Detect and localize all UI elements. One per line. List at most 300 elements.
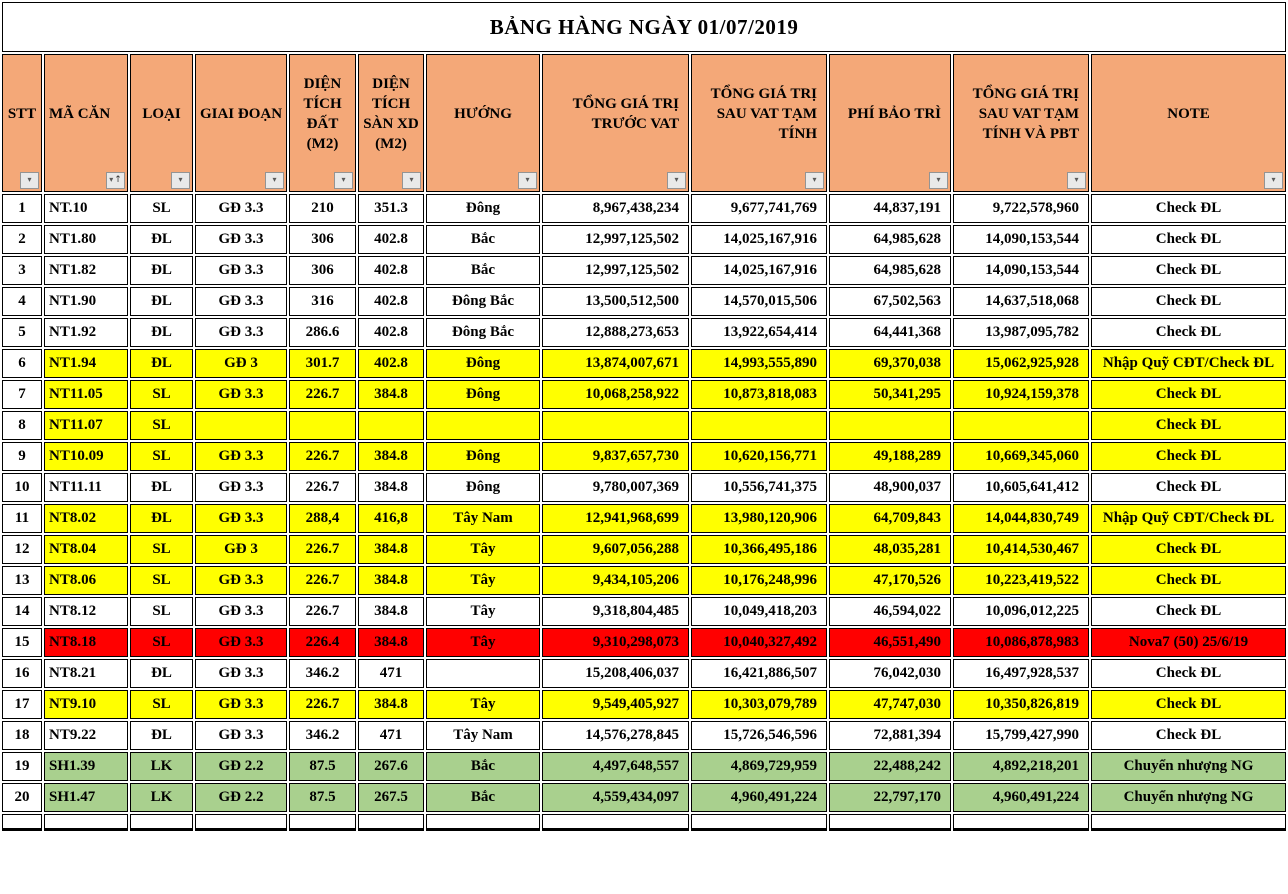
cell-pbt[interactable]: 64,441,368 (829, 318, 951, 347)
cell-stt[interactable]: 16 (2, 659, 42, 688)
cell-note[interactable]: Check ĐL (1091, 442, 1286, 471)
column-header-label: TỔNG GIÁ TRỊ SAU VAT TẠM TÍNH (710, 85, 817, 143)
cell-sau_vat[interactable]: 4,960,491,224 (691, 783, 827, 812)
cell-dt_san[interactable]: 402.8 (358, 318, 424, 347)
cell-ma_can[interactable]: NT1.80 (44, 225, 128, 254)
cell-sau_vat_pbt[interactable]: 10,096,012,225 (953, 597, 1089, 626)
filter-dropdown-icon[interactable]: ▾ (171, 172, 190, 189)
cell-pbt[interactable]: 64,985,628 (829, 256, 951, 285)
cell-loai[interactable]: SL (130, 566, 193, 595)
cell-sau_vat_pbt[interactable]: 14,090,153,544 (953, 225, 1089, 254)
cell-sau_vat[interactable] (691, 411, 827, 440)
cell-dt_san[interactable]: 384.8 (358, 535, 424, 564)
cell-dt_san[interactable]: 402.8 (358, 225, 424, 254)
cell-loai[interactable]: ĐL (130, 473, 193, 502)
cell-huong[interactable] (426, 659, 540, 688)
cell-dt_san[interactable]: 384.8 (358, 442, 424, 471)
table-row (2, 442, 1286, 471)
column-header-label: MÃ CĂN (49, 105, 111, 122)
cell-sau_vat[interactable]: 10,049,418,203 (691, 597, 827, 626)
cell-huong[interactable]: Tây (426, 566, 540, 595)
filter-dropdown-icon[interactable]: ▾ (1264, 172, 1283, 189)
cell-ma_can[interactable]: NT1.90 (44, 287, 128, 316)
cell-dt_dat[interactable]: 226.7 (289, 597, 356, 626)
cell-sau_vat_pbt[interactable]: 14,637,518,068 (953, 287, 1089, 316)
cell-sau_vat_pbt[interactable]: 10,605,641,412 (953, 473, 1089, 502)
cell-giai_doan[interactable]: GĐ 3.3 (195, 566, 287, 595)
cell-pbt[interactable]: 50,341,295 (829, 380, 951, 409)
column-header-pbt[interactable] (829, 54, 951, 192)
cell-truoc_vat[interactable] (542, 411, 689, 440)
cell-sau_vat[interactable]: 10,556,741,375 (691, 473, 827, 502)
cell-sau_vat_pbt[interactable]: 4,960,491,224 (953, 783, 1089, 812)
cell-stt[interactable]: 7 (2, 380, 42, 409)
cell-sau_vat[interactable]: 14,570,015,506 (691, 287, 827, 316)
cell-sau_vat[interactable]: 16,421,886,507 (691, 659, 827, 688)
column-header-loai[interactable] (130, 54, 193, 192)
empty-cell[interactable] (1091, 814, 1286, 831)
cell-ma_can[interactable]: NT11.07 (44, 411, 128, 440)
cell-sau_vat[interactable]: 14,025,167,916 (691, 256, 827, 285)
cell-note[interactable]: Check ĐL (1091, 225, 1286, 254)
cell-dt_dat[interactable]: 226.7 (289, 566, 356, 595)
cell-dt_dat[interactable]: 346.2 (289, 659, 356, 688)
table-row (2, 349, 1286, 378)
cell-truoc_vat[interactable]: 8,967,438,234 (542, 194, 689, 223)
cell-dt_san[interactable]: 267.6 (358, 752, 424, 781)
cell-pbt[interactable]: 44,837,191 (829, 194, 951, 223)
cell-sau_vat[interactable]: 10,176,248,996 (691, 566, 827, 595)
filter-dropdown-icon[interactable]: ▾ (667, 172, 686, 189)
cell-stt[interactable]: 4 (2, 287, 42, 316)
cell-huong[interactable]: Đông (426, 380, 540, 409)
cell-giai_doan[interactable]: GĐ 3.3 (195, 318, 287, 347)
cell-dt_dat[interactable]: 301.7 (289, 349, 356, 378)
cell-truoc_vat[interactable]: 10,068,258,922 (542, 380, 689, 409)
cell-giai_doan[interactable]: GĐ 3.3 (195, 442, 287, 471)
cell-ma_can[interactable]: NT11.11 (44, 473, 128, 502)
cell-sau_vat_pbt[interactable]: 14,090,153,544 (953, 256, 1089, 285)
cell-note[interactable]: Check ĐL (1091, 597, 1286, 626)
cell-dt_san[interactable]: 402.8 (358, 349, 424, 378)
column-header-label: DIỆN TÍCH ĐẤT (M2) (303, 75, 342, 153)
title-row (2, 2, 1286, 52)
cell-note[interactable]: Nova7 (50) 25/6/19 (1091, 628, 1286, 657)
table-row (2, 380, 1286, 409)
cell-huong[interactable]: Đông (426, 194, 540, 223)
cell-note[interactable]: Check ĐL (1091, 318, 1286, 347)
cell-note[interactable]: Chuyển nhượng NG (1091, 783, 1286, 812)
cell-note[interactable]: Check ĐL (1091, 690, 1286, 719)
cell-huong[interactable]: Tây Nam (426, 721, 540, 750)
cell-dt_san[interactable]: 384.8 (358, 597, 424, 626)
filter-sorted-dropdown-icon[interactable]: ▾↑ (106, 172, 125, 189)
cell-stt[interactable]: 8 (2, 411, 42, 440)
cell-truoc_vat[interactable]: 4,559,434,097 (542, 783, 689, 812)
cell-note[interactable]: Check ĐL (1091, 659, 1286, 688)
cell-huong[interactable]: Đông (426, 442, 540, 471)
cell-dt_san[interactable]: 402.8 (358, 287, 424, 316)
cell-loai[interactable]: ĐL (130, 225, 193, 254)
column-header-stt[interactable] (2, 54, 42, 192)
cell-loai[interactable]: ĐL (130, 287, 193, 316)
cell-giai_doan[interactable]: GĐ 3.3 (195, 504, 287, 533)
cell-sau_vat[interactable]: 10,366,495,186 (691, 535, 827, 564)
filter-dropdown-icon[interactable]: ▾ (20, 172, 39, 189)
cell-sau_vat_pbt[interactable]: 4,892,218,201 (953, 752, 1089, 781)
cell-stt[interactable]: 20 (2, 783, 42, 812)
cell-ma_can[interactable]: SH1.47 (44, 783, 128, 812)
cell-note[interactable]: Check ĐL (1091, 721, 1286, 750)
column-header-label: LOẠI (142, 105, 181, 122)
cell-sau_vat_pbt[interactable]: 10,924,159,378 (953, 380, 1089, 409)
cell-stt[interactable]: 5 (2, 318, 42, 347)
cell-ma_can[interactable]: NT1.82 (44, 256, 128, 285)
cell-loai[interactable]: SL (130, 194, 193, 223)
cell-note[interactable]: Nhập Quỹ CĐT/Check ĐL (1091, 349, 1286, 378)
cell-dt_dat[interactable]: 226.4 (289, 628, 356, 657)
cell-sau_vat[interactable]: 4,869,729,959 (691, 752, 827, 781)
cell-note[interactable]: Check ĐL (1091, 256, 1286, 285)
cell-note[interactable]: Nhập Quỹ CĐT/Check ĐL (1091, 504, 1286, 533)
cell-truoc_vat[interactable]: 12,997,125,502 (542, 256, 689, 285)
cell-giai_doan[interactable]: GĐ 3.3 (195, 721, 287, 750)
cell-huong[interactable]: Tây (426, 535, 540, 564)
empty-cell[interactable] (829, 814, 951, 831)
table-row (2, 690, 1286, 719)
cell-note[interactable]: Check ĐL (1091, 287, 1286, 316)
cell-stt[interactable]: 12 (2, 535, 42, 564)
column-header-label: TỔNG GIÁ TRỊ TRƯỚC VAT (572, 95, 679, 132)
cell-dt_dat[interactable]: 226.7 (289, 690, 356, 719)
cell-ma_can[interactable]: NT9.22 (44, 721, 128, 750)
cell-dt_san[interactable]: 384.8 (358, 473, 424, 502)
cell-stt[interactable]: 19 (2, 752, 42, 781)
cell-ma_can[interactable]: NT11.05 (44, 380, 128, 409)
table-row (2, 473, 1286, 502)
cell-stt[interactable]: 10 (2, 473, 42, 502)
cell-truoc_vat[interactable]: 9,310,298,073 (542, 628, 689, 657)
cell-sau_vat_pbt[interactable]: 15,799,427,990 (953, 721, 1089, 750)
cell-giai_doan[interactable]: GĐ 3.3 (195, 380, 287, 409)
cell-loai[interactable]: ĐL (130, 318, 193, 347)
cell-giai_doan[interactable]: GĐ 3.3 (195, 256, 287, 285)
empty-cell[interactable] (195, 814, 287, 831)
cell-note[interactable]: Check ĐL (1091, 473, 1286, 502)
empty-cell[interactable] (44, 814, 128, 831)
cell-sau_vat[interactable]: 14,025,167,916 (691, 225, 827, 254)
cell-pbt[interactable]: 46,594,022 (829, 597, 951, 626)
cell-pbt[interactable]: 22,797,170 (829, 783, 951, 812)
cell-stt[interactable]: 6 (2, 349, 42, 378)
cell-sau_vat_pbt[interactable]: 16,497,928,537 (953, 659, 1089, 688)
empty-cell[interactable] (426, 814, 540, 831)
cell-dt_san[interactable]: 416,8 (358, 504, 424, 533)
cell-dt_san[interactable]: 384.8 (358, 566, 424, 595)
cell-pbt[interactable]: 46,551,490 (829, 628, 951, 657)
cell-truoc_vat[interactable]: 9,837,657,730 (542, 442, 689, 471)
cell-sau_vat[interactable]: 10,040,327,492 (691, 628, 827, 657)
cell-giai_doan[interactable]: GĐ 3.3 (195, 628, 287, 657)
cell-giai_doan[interactable]: GĐ 3.3 (195, 659, 287, 688)
cell-sau_vat[interactable]: 15,726,546,596 (691, 721, 827, 750)
cell-ma_can[interactable]: NT8.12 (44, 597, 128, 626)
table-row (2, 504, 1286, 533)
cell-stt[interactable]: 14 (2, 597, 42, 626)
cell-ma_can[interactable]: NT8.02 (44, 504, 128, 533)
column-header-sau_vat_pbt[interactable] (953, 54, 1089, 192)
cell-giai_doan[interactable]: GĐ 3.3 (195, 194, 287, 223)
cell-note[interactable]: Check ĐL (1091, 566, 1286, 595)
filter-dropdown-icon[interactable]: ▾ (929, 172, 948, 189)
cell-ma_can[interactable]: NT8.04 (44, 535, 128, 564)
cell-dt_san[interactable]: 384.8 (358, 628, 424, 657)
cell-ma_can[interactable]: NT8.18 (44, 628, 128, 657)
cell-dt_dat[interactable]: 226.7 (289, 473, 356, 502)
cell-loai[interactable]: SL (130, 535, 193, 564)
cell-giai_doan[interactable]: GĐ 3 (195, 349, 287, 378)
cell-huong[interactable]: Đông (426, 349, 540, 378)
cell-huong[interactable]: Bắc (426, 783, 540, 812)
cell-sau_vat_pbt[interactable]: 10,350,826,819 (953, 690, 1089, 719)
cell-ma_can[interactable]: NT8.21 (44, 659, 128, 688)
cell-stt[interactable]: 17 (2, 690, 42, 719)
cell-dt_dat[interactable]: 226.7 (289, 380, 356, 409)
cell-dt_dat[interactable]: 87.5 (289, 783, 356, 812)
cell-sau_vat_pbt[interactable]: 10,414,530,467 (953, 535, 1089, 564)
cell-pbt[interactable]: 47,170,526 (829, 566, 951, 595)
cell-sau_vat_pbt[interactable] (953, 411, 1089, 440)
column-header-giai_doan[interactable] (195, 54, 287, 192)
cell-dt_dat[interactable]: 226.7 (289, 535, 356, 564)
cell-dt_san[interactable]: 471 (358, 659, 424, 688)
cell-dt_dat[interactable]: 288,4 (289, 504, 356, 533)
cell-huong[interactable]: Tây Nam (426, 504, 540, 533)
cell-giai_doan[interactable]: GĐ 2.2 (195, 783, 287, 812)
empty-cell[interactable] (2, 814, 42, 831)
cell-giai_doan[interactable]: GĐ 2.2 (195, 752, 287, 781)
cell-dt_san[interactable]: 402.8 (358, 256, 424, 285)
cell-huong[interactable]: Bắc (426, 752, 540, 781)
column-header-ma_can[interactable] (44, 54, 128, 192)
column-header-dt_dat[interactable] (289, 54, 356, 192)
cell-giai_doan[interactable]: GĐ 3.3 (195, 225, 287, 254)
cell-dt_dat[interactable]: 87.5 (289, 752, 356, 781)
page-title: BẢNG HÀNG NGÀY 01/07/2019 (2, 2, 1286, 52)
empty-cell[interactable] (358, 814, 424, 831)
cell-dt_san[interactable]: 384.8 (358, 690, 424, 719)
cell-dt_san[interactable]: 384.8 (358, 380, 424, 409)
column-header-dt_san[interactable] (358, 54, 424, 192)
cell-truoc_vat[interactable]: 13,874,007,671 (542, 349, 689, 378)
cell-sau_vat[interactable]: 10,873,818,083 (691, 380, 827, 409)
cell-dt_san[interactable]: 267.5 (358, 783, 424, 812)
empty-cell[interactable] (542, 814, 689, 831)
cell-huong[interactable] (426, 411, 540, 440)
column-header-truoc_vat[interactable] (542, 54, 689, 192)
cell-truoc_vat[interactable]: 15,208,406,037 (542, 659, 689, 688)
cell-sau_vat_pbt[interactable]: 10,223,419,522 (953, 566, 1089, 595)
cell-sau_vat[interactable]: 10,620,156,771 (691, 442, 827, 471)
cell-dt_dat[interactable]: 286.6 (289, 318, 356, 347)
cell-pbt[interactable]: 67,502,563 (829, 287, 951, 316)
cell-pbt[interactable]: 64,985,628 (829, 225, 951, 254)
cell-sau_vat_pbt[interactable]: 15,062,925,928 (953, 349, 1089, 378)
cell-pbt[interactable]: 47,747,030 (829, 690, 951, 719)
cell-ma_can[interactable]: SH1.39 (44, 752, 128, 781)
column-header-sau_vat[interactable] (691, 54, 827, 192)
cell-stt[interactable]: 18 (2, 721, 42, 750)
column-header-label: STT (7, 105, 37, 122)
cell-pbt[interactable]: 48,035,281 (829, 535, 951, 564)
cell-sau_vat[interactable]: 13,980,120,906 (691, 504, 827, 533)
cell-truoc_vat[interactable]: 9,318,804,485 (542, 597, 689, 626)
filter-dropdown-icon[interactable]: ▾ (518, 172, 537, 189)
cell-loai[interactable]: SL (130, 597, 193, 626)
cell-pbt[interactable]: 48,900,037 (829, 473, 951, 502)
cell-stt[interactable]: 15 (2, 628, 42, 657)
cell-note[interactable]: Chuyển nhượng NG (1091, 752, 1286, 781)
cell-ma_can[interactable]: NT8.06 (44, 566, 128, 595)
cell-giai_doan[interactable]: GĐ 3 (195, 535, 287, 564)
cell-stt[interactable]: 2 (2, 225, 42, 254)
table-row (2, 752, 1286, 781)
cell-huong[interactable]: Tây (426, 690, 540, 719)
cell-loai[interactable]: ĐL (130, 659, 193, 688)
cell-stt[interactable]: 9 (2, 442, 42, 471)
cell-sau_vat[interactable]: 13,922,654,414 (691, 318, 827, 347)
cell-truoc_vat[interactable]: 4,497,648,557 (542, 752, 689, 781)
empty-cell[interactable] (953, 814, 1089, 831)
cell-sau_vat[interactable]: 14,993,555,890 (691, 349, 827, 378)
cell-truoc_vat[interactable]: 13,500,512,500 (542, 287, 689, 316)
cell-loai[interactable]: LK (130, 752, 193, 781)
column-header-label: NOTE (1167, 105, 1210, 122)
table-row (2, 597, 1286, 626)
cell-dt_dat[interactable]: 346.2 (289, 721, 356, 750)
cell-huong[interactable]: Đông Bắc (426, 287, 540, 316)
cell-ma_can[interactable]: NT9.10 (44, 690, 128, 719)
cell-dt_dat[interactable]: 316 (289, 287, 356, 316)
cell-ma_can[interactable]: NT.10 (44, 194, 128, 223)
cell-giai_doan[interactable]: GĐ 3.3 (195, 473, 287, 502)
cell-giai_doan[interactable] (195, 411, 287, 440)
cell-loai[interactable]: SL (130, 411, 193, 440)
cell-loai[interactable]: ĐL (130, 349, 193, 378)
cell-dt_san[interactable] (358, 411, 424, 440)
cell-pbt[interactable]: 49,188,289 (829, 442, 951, 471)
cell-huong[interactable]: Đông Bắc (426, 318, 540, 347)
cell-sau_vat_pbt[interactable]: 14,044,830,749 (953, 504, 1089, 533)
cell-truoc_vat[interactable]: 12,997,125,502 (542, 225, 689, 254)
cell-loai[interactable]: ĐL (130, 721, 193, 750)
table-row (2, 628, 1286, 657)
cell-truoc_vat[interactable]: 9,434,105,206 (542, 566, 689, 595)
cell-note[interactable]: Check ĐL (1091, 535, 1286, 564)
table-row (2, 721, 1286, 750)
cell-dt_dat[interactable]: 226.7 (289, 442, 356, 471)
cell-stt[interactable]: 11 (2, 504, 42, 533)
cell-truoc_vat[interactable]: 9,607,056,288 (542, 535, 689, 564)
cell-loai[interactable]: ĐL (130, 256, 193, 285)
cell-truoc_vat[interactable]: 12,941,968,699 (542, 504, 689, 533)
cell-note[interactable]: Check ĐL (1091, 194, 1286, 223)
cell-loai[interactable]: SL (130, 442, 193, 471)
cell-pbt[interactable]: 64,709,843 (829, 504, 951, 533)
cell-sau_vat[interactable]: 10,303,079,789 (691, 690, 827, 719)
cell-ma_can[interactable]: NT1.94 (44, 349, 128, 378)
empty-cell[interactable] (130, 814, 193, 831)
cell-huong[interactable]: Tây (426, 628, 540, 657)
cell-dt_dat[interactable]: 306 (289, 256, 356, 285)
column-header-label: DIỆN TÍCH SÀN XD (M2) (363, 75, 419, 153)
cell-truoc_vat[interactable]: 9,549,405,927 (542, 690, 689, 719)
cell-dt_san[interactable]: 351.3 (358, 194, 424, 223)
cell-note[interactable]: Check ĐL (1091, 380, 1286, 409)
cell-ma_can[interactable]: NT1.92 (44, 318, 128, 347)
cell-giai_doan[interactable]: GĐ 3.3 (195, 690, 287, 719)
cell-sau_vat[interactable]: 9,677,741,769 (691, 194, 827, 223)
cell-stt[interactable]: 3 (2, 256, 42, 285)
cell-truoc_vat[interactable]: 9,780,007,369 (542, 473, 689, 502)
cell-dt_san[interactable]: 471 (358, 721, 424, 750)
cell-stt[interactable]: 13 (2, 566, 42, 595)
cell-pbt[interactable] (829, 411, 951, 440)
filter-dropdown-icon[interactable]: ▾ (265, 172, 284, 189)
cell-truoc_vat[interactable]: 12,888,273,653 (542, 318, 689, 347)
header-row (2, 54, 1286, 192)
cell-stt[interactable]: 1 (2, 194, 42, 223)
cell-dt_dat[interactable] (289, 411, 356, 440)
column-header-note[interactable] (1091, 54, 1286, 192)
cell-truoc_vat[interactable]: 14,576,278,845 (542, 721, 689, 750)
cell-ma_can[interactable]: NT10.09 (44, 442, 128, 471)
cell-sau_vat_pbt[interactable]: 10,086,878,983 (953, 628, 1089, 657)
filter-dropdown-icon[interactable]: ▾ (334, 172, 353, 189)
cell-loai[interactable]: ĐL (130, 504, 193, 533)
column-header-huong[interactable] (426, 54, 540, 192)
cell-huong[interactable]: Bắc (426, 256, 540, 285)
empty-cell[interactable] (691, 814, 827, 831)
cell-giai_doan[interactable]: GĐ 3.3 (195, 287, 287, 316)
cell-pbt[interactable]: 22,488,242 (829, 752, 951, 781)
cell-loai[interactable]: SL (130, 690, 193, 719)
table-row (2, 287, 1286, 316)
filter-dropdown-icon[interactable]: ▾ (805, 172, 824, 189)
cell-huong[interactable]: Bắc (426, 225, 540, 254)
cell-pbt[interactable]: 76,042,030 (829, 659, 951, 688)
table-row (2, 566, 1286, 595)
cell-loai[interactable]: SL (130, 628, 193, 657)
cell-pbt[interactable]: 69,370,038 (829, 349, 951, 378)
cell-pbt[interactable]: 72,881,394 (829, 721, 951, 750)
cell-dt_dat[interactable]: 210 (289, 194, 356, 223)
table-row (2, 225, 1286, 254)
empty-cell[interactable] (289, 814, 356, 831)
cell-sau_vat_pbt[interactable]: 13,987,095,782 (953, 318, 1089, 347)
cell-loai[interactable]: SL (130, 380, 193, 409)
cell-huong[interactable]: Đông (426, 473, 540, 502)
cell-sau_vat_pbt[interactable]: 9,722,578,960 (953, 194, 1089, 223)
cell-dt_dat[interactable]: 306 (289, 225, 356, 254)
cell-huong[interactable]: Tây (426, 597, 540, 626)
filter-dropdown-icon[interactable]: ▾ (402, 172, 421, 189)
cell-giai_doan[interactable]: GĐ 3.3 (195, 597, 287, 626)
cell-loai[interactable]: LK (130, 783, 193, 812)
cell-note[interactable]: Check ĐL (1091, 411, 1286, 440)
cell-sau_vat_pbt[interactable]: 10,669,345,060 (953, 442, 1089, 471)
filter-dropdown-icon[interactable]: ▾ (1067, 172, 1086, 189)
